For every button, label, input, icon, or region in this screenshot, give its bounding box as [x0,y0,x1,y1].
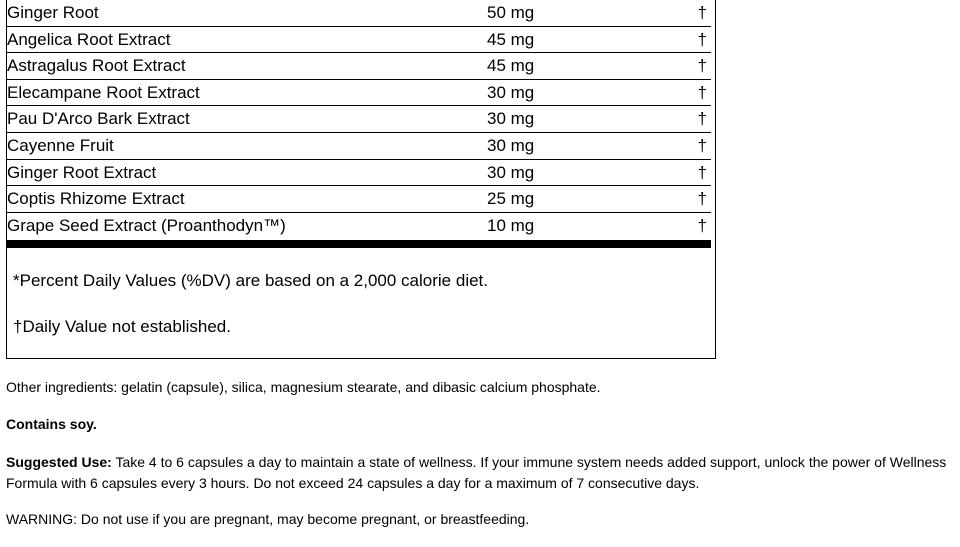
ingredient-name: Ginger Root [7,3,99,22]
ingredient-name: Angelica Root Extract [7,29,171,49]
ingredient-dv: † [697,215,707,235]
ingredient-amount: 30 mg [487,135,535,155]
ingredient-name: Ginger Root Extract [7,162,157,182]
ingredient-dv: † [697,135,707,155]
allergen-statement: Contains soy. [6,416,97,432]
ingredient-row [6,186,711,213]
ingredient-row [6,133,711,160]
suggested-use-text: Take 4 to 6 capsules a day to maintain a state of wellness. If your immune system needs added support, unlock the power of Wellness Formula with 6 capsules every 3 hours. Do not exceed 24 capsules a day for a maximum of 7 consecutive days. [6,454,947,491]
ingredient-dv: † [697,29,707,49]
ingredient-dv: † [697,3,707,22]
ingredient-amount: 50 mg [487,3,535,22]
ingredient-amount: 30 mg [487,82,535,102]
ingredient-row [6,213,711,240]
ingredient-name: Elecampane Root Extract [7,82,200,102]
section-divider [6,240,711,248]
warning [6,509,951,530]
other-ingredients: Other ingredients: gelatin (capsule), silica, magnesium stearate, and dibasic calcium phosphate. [6,379,601,395]
ingredient-dv: † [697,82,707,102]
ingredient-amount: 30 mg [487,162,535,182]
ingredient-dv: † [697,162,707,182]
ingredient-name: Astragalus Root Extract [7,56,186,76]
dv-not-established-footnote: †Daily Value not established. [13,317,231,336]
ingredient-row [6,27,711,54]
warning-text: Do not use if you are pregnant, may become pregnant, or breastfeeding. [77,511,530,527]
ingredient-amount: 45 mg [487,29,535,49]
ingredient-name: Pau D'Arco Bark Extract [7,109,190,129]
ingredient-row [6,80,711,107]
ingredient-row [6,160,711,187]
ingredient-dv: † [697,189,707,209]
ingredient-amount: 25 mg [487,189,535,209]
ingredient-name: Coptis Rhizome Extract [7,189,185,209]
suggested-use-label: Suggested Use: [6,454,112,470]
ingredient-amount: 30 mg [487,109,535,129]
ingredient-name: Grape Seed Extract (Proanthodyn™) [7,215,286,235]
ingredient-row [6,53,711,80]
ingredient-amount: 45 mg [487,56,535,76]
ingredient-amount: 10 mg [487,215,535,235]
warning-label: WARNING: [6,511,78,527]
ingredient-row [6,106,711,133]
percent-dv-footnote: *Percent Daily Values (%DV) are based on a 2,000 calorie diet. [13,271,488,290]
ingredient-dv: † [697,109,707,129]
ingredients-table [6,0,711,239]
ingredient-name: Cayenne Fruit [7,135,114,155]
ingredient-dv: † [697,56,707,76]
suggested-use [6,452,951,494]
ingredient-row [6,0,711,27]
